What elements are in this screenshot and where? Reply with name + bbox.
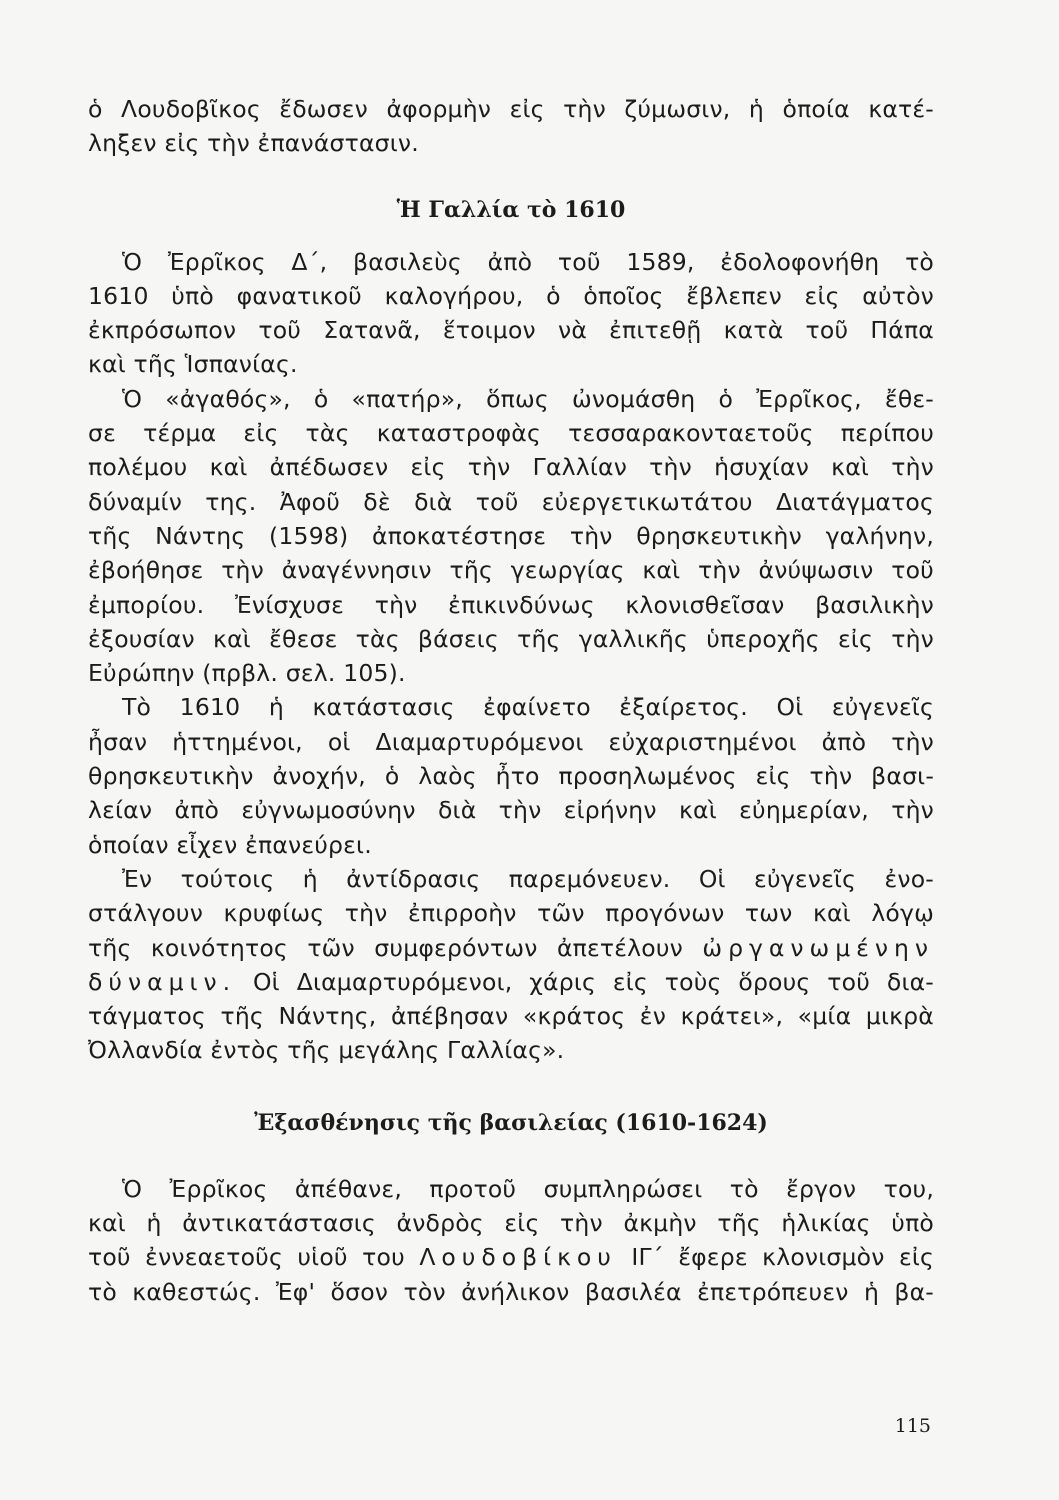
text-line: Ὁ Ἐρρῖκος Δ΄, βασιλεὺς ἀπὸ τοῦ 1589, ἐδολοφονήθη τὸ bbox=[122, 247, 934, 276]
text-line bbox=[88, 965, 934, 999]
paragraph-henry-death bbox=[88, 1172, 934, 1309]
text-line: ἐξουσίαν καὶ ἔθεσε τὰς βάσεις τῆς γαλλικῆς ὑπεροχῆς εἰς τὴν bbox=[88, 624, 934, 653]
emphasized-text: δύναμιν. bbox=[88, 967, 237, 996]
emphasized-text: ὠργανωμένην bbox=[702, 933, 934, 962]
paragraph-henry-iv bbox=[88, 245, 934, 382]
text-line bbox=[88, 931, 934, 965]
text-line: Εὐρώπην (πρβλ. σελ. 105). bbox=[88, 659, 406, 688]
page-number: 115 bbox=[894, 1415, 931, 1437]
paragraph-good-father bbox=[88, 382, 934, 691]
paragraph-situation-1610 bbox=[88, 690, 934, 861]
text-line: καὶ ἡ ἀντικατάστασις ἀνδρὸς εἰς τὴν ἀκμὴν τῆς ἡλικίας ὑπὸ bbox=[88, 1209, 934, 1238]
text-line: καὶ τῆς Ἱσπανίας. bbox=[88, 350, 298, 379]
text-line: δύναμίν της. Ἀφοῦ δὲ διὰ τοῦ εὐεργετικωτάτου Διατάγματος bbox=[88, 487, 934, 516]
text-fragment: Οἱ Διαμαρτυρόμενοι, χάρις εἰς τοὺς ὅρους τοῦ δια- bbox=[252, 967, 934, 996]
text-fragment: τῆς κοινότητος τῶν συμφερόντων ἀπετέλουν bbox=[88, 933, 683, 962]
text-line: Τὸ 1610 ἡ κατάστασις ἐφαίνετο ἐξαίρετος. Οἱ εὐγενεῖς bbox=[122, 693, 934, 722]
text-line: σε τέρμα εἰς τὰς καταστροφὰς τεσσαρακονταετοῦς περίπου bbox=[88, 419, 934, 448]
emphasized-text: Λουδοβίκου bbox=[419, 1243, 617, 1272]
text-line: 1610 ὑπὸ φανατικοῦ καλογήρου, ὁ ὁποῖος ἔβλεπεν εἰς αὐτὸν bbox=[88, 281, 934, 310]
text-fragment: ΙΓ΄ ἔφερε κλονισμὸν εἰς bbox=[631, 1243, 935, 1272]
text-line: τάγματος τῆς Νάντης, ἀπέβησαν «κράτος ἐν κράτει», «μία μικρὰ bbox=[88, 1002, 934, 1031]
text-fragment: τοῦ ἐννεαετοῦς υἱοῦ του bbox=[88, 1243, 405, 1272]
text-line bbox=[88, 1240, 934, 1274]
text-line: λείαν ἀπὸ εὐγνωμοσύνην διὰ τὴν εἰρήνην καὶ εὐημερίαν, τὴν bbox=[88, 796, 934, 825]
intro-paragraph bbox=[88, 92, 934, 161]
section-heading-gallia-1610: Ἡ Γαλλία τὸ 1610 bbox=[396, 196, 626, 223]
text-line: ληξεν εἰς τὴν ἐπανάστασιν. bbox=[88, 129, 419, 158]
text-line: ἦσαν ἡττημένοι, οἱ Διαμαρτυρόμενοι εὐχαριστημένοι ἀπὸ τὴν bbox=[88, 727, 934, 756]
text-line: πολέμου καὶ ἀπέδωσεν εἰς τὴν Γαλλίαν τὴν ἡσυχίαν καὶ τὴν bbox=[88, 453, 934, 482]
text-line: ἐβοήθησε τὴν ἀναγέννησιν τῆς γεωργίας καὶ τὴν ἀνύψωσιν τοῦ bbox=[88, 556, 934, 585]
text-line: ὁποίαν εἶχεν ἐπανεύρει. bbox=[88, 830, 372, 859]
text-line: τῆς Νάντης (1598) ἀποκατέστησε τὴν θρησκευτικὴν γαλήνην, bbox=[88, 521, 934, 550]
section-heading-weakening: Ἐξασθένησις τῆς βασιλείας (1610-1624) bbox=[254, 1109, 768, 1136]
text-line: ὁ Λουδοβῖκος ἔδωσεν ἀφορμὴν εἰς τὴν ζύμωσιν, ἡ ὁποία κατέ- bbox=[88, 95, 934, 123]
text-line: Ὀλλανδία ἐντὸς τῆς μεγάλης Γαλλίας». bbox=[88, 1036, 565, 1065]
text-line: Ἐν τούτοις ἡ ἀντίδρασις παρεμόνευεν. Οἱ εὐγενεῖς ἐνο- bbox=[122, 864, 934, 893]
paragraph-reaction bbox=[88, 862, 934, 1068]
text-line: Ὁ «ἀγαθός», ὁ «πατήρ», ὅπως ὠνομάσθη ὁ Ἐρρῖκος, ἔθε- bbox=[122, 384, 934, 413]
text-line: τὸ καθεστώς. Ἐφ' ὅσον τὸν ἀνήλικον βασιλέα ἐπετρόπευεν ἡ βα- bbox=[88, 1277, 934, 1306]
text-line: ἐκπρόσωπον τοῦ Σατανᾶ, ἕτοιμον νὰ ἐπιτεθῇ κατὰ τοῦ Πάπα bbox=[88, 316, 934, 345]
text-line: στάλγουν κρυφίως τὴν ἐπιρροὴν τῶν προγόνων των καὶ λόγῳ bbox=[88, 899, 934, 928]
text-line: Ὁ Ἐρρῖκος ἀπέθανε, προτοῦ συμπληρώσει τὸ ἔργον του, bbox=[122, 1174, 934, 1203]
text-line: ἐμπορίου. Ἐνίσχυσε τὴν ἐπικινδύνως κλονισθεῖσαν βασιλικὴν bbox=[88, 590, 934, 619]
text-line: θρησκευτικὴν ἀνοχήν, ὁ λαὸς ἦτο προσηλωμένος εἰς τὴν βασι- bbox=[88, 762, 934, 791]
page-content bbox=[88, 92, 934, 1309]
